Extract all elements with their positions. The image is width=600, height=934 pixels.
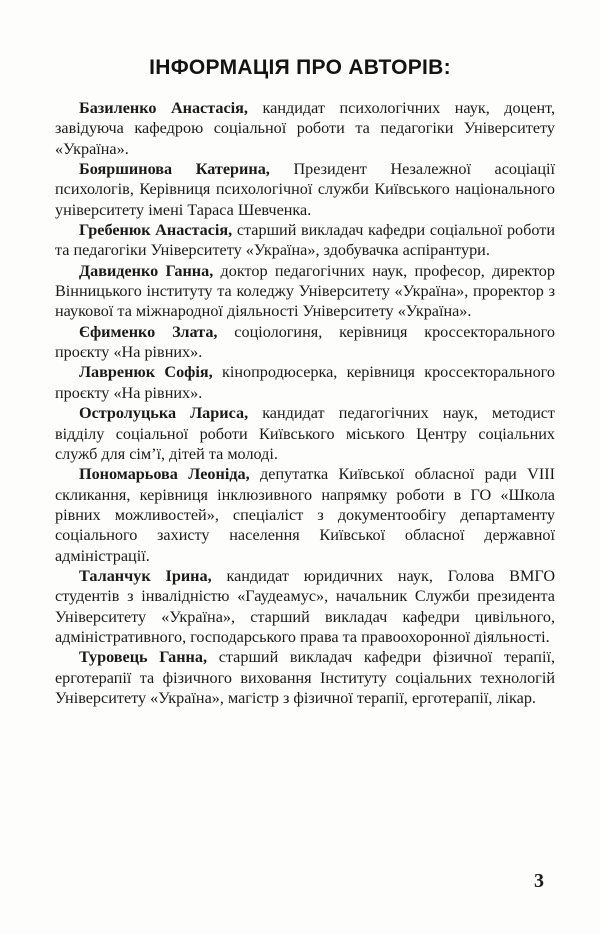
author-description: кандидат психологічних наук, доцент,: [262, 99, 556, 117]
author-description: старший викладач кафедри соціальної роботи та педагогіки Університету «Україна», здобувачка аспірантури.: [55, 221, 555, 260]
author-description: соціологиня, керівниця кроссекторального проєкту «На рівних».: [55, 322, 555, 362]
page-number: 3: [534, 870, 544, 892]
author-entry: [55, 322, 555, 363]
author-description: кандидат педагогічних наук, методист відділу соціальної роботи Київського міського Центру соціальних служб для сім’ї, дітей та молоді.: [55, 404, 555, 463]
author-name: Остролуцька Лариса,: [79, 404, 249, 423]
author-description: старший викладач кафедри фізичної терапії, ерготерапії та фізичного виховання Інституту соціальних технологій Університету «Україна», магістр з фізичної терапії, ерготерапії, лікар.: [55, 648, 555, 707]
author-entry: [55, 220, 555, 261]
page-title: ІНФОРМАЦІЯ ПРО АВТОРІВ:: [149, 56, 451, 79]
author-description: завідуюча кафедрою соціальної роботи та педагогіки Університету «Україна».: [55, 119, 555, 158]
author-entry: [55, 647, 555, 708]
authors-list: [55, 98, 555, 708]
author-description: доктор педагогічних наук, професор, директор Вінницького інституту та коледжу Університету «Україна», проректор з наукової та міжнародної діяльності Університету «Україна».: [55, 261, 555, 321]
author-name: Давиденко Ганна,: [79, 261, 214, 280]
author-entry: [55, 566, 555, 647]
author-entry: [55, 464, 555, 566]
author-entry: [55, 362, 555, 403]
author-description: кандидат юридичних наук, Голова ВМГО студентів з інвалідністю «Гаудеамус», начальник Служби президента Університету «Україна», старший викладач кафедри цивільного, адміністративного, господарського права та правоохоронної діяльності.: [55, 566, 556, 646]
author-description: Президент Незалежної асоціації психологів, Керівниця психологічної служби Київського національного університету імені Тараса Шевченка.: [55, 160, 556, 219]
author-name: Бояршинова Катерина,: [79, 160, 270, 179]
author-entry: [55, 159, 555, 220]
author-name: Таланчук Ірина,: [79, 566, 212, 585]
author-description: кінопродюсерка, керівниця кроссекторального проєкту «На рівних».: [55, 363, 555, 402]
author-name: Лавренюк Софія,: [79, 363, 213, 382]
author-name: Туровець Ганна,: [79, 648, 208, 667]
author-name: Єфименко Злата,: [79, 322, 218, 341]
author-name: Гребенюк Анастасія,: [79, 221, 233, 240]
author-name: Базиленко Анастасія,: [79, 99, 248, 117]
author-name: Пономарьова Леоніда,: [79, 465, 250, 484]
author-entry: [55, 98, 555, 159]
author-description: депутатка Київської обласної ради VIII скликання, керівниця інклюзивного напрямку роботи в ГО «Школа рівних можливостей», спеціаліст з документообігу департаменту соціального захисту населення Київської обласної державної адміністрації.: [55, 465, 555, 565]
author-entry: [55, 261, 555, 322]
author-entry: [55, 403, 555, 464]
